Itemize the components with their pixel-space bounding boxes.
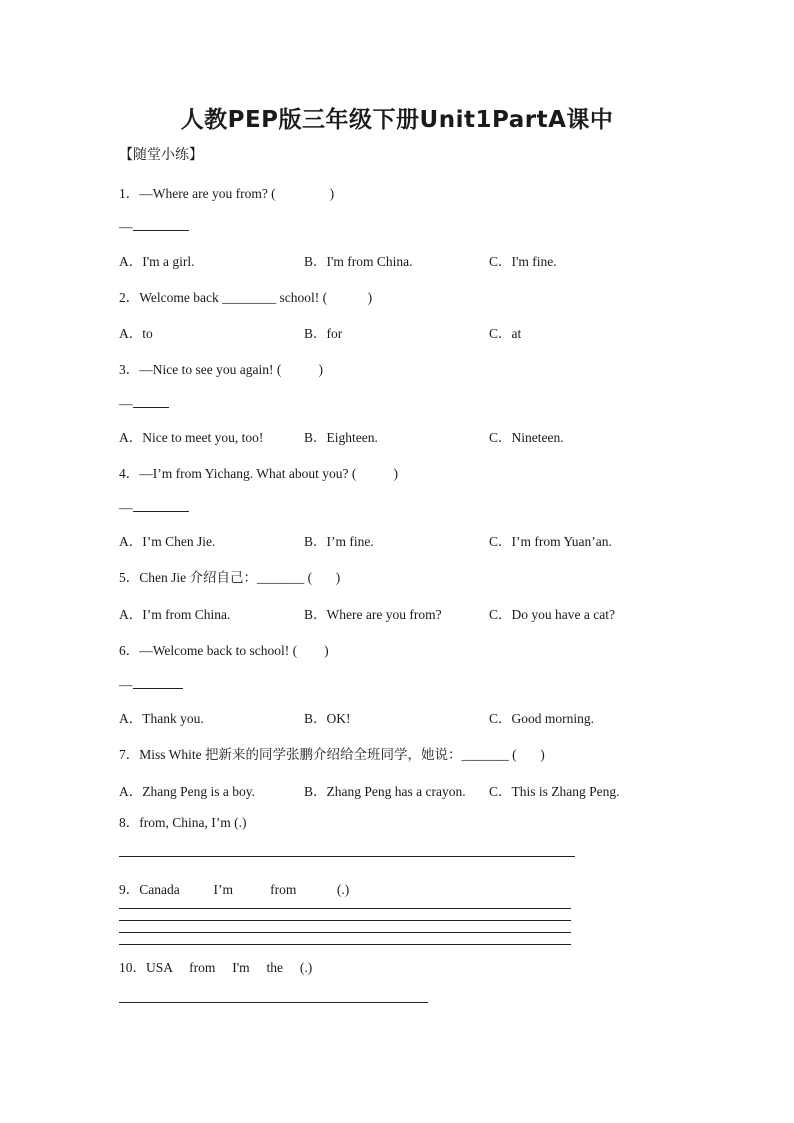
question-6-option-a[interactable]: A．Thank you. bbox=[119, 711, 204, 726]
question-2-option-c[interactable]: C．at bbox=[489, 326, 522, 341]
question-4-answer-blank[interactable] bbox=[119, 499, 189, 516]
answer-dash: — bbox=[119, 500, 133, 515]
question-3-option-a[interactable]: A．Nice to meet you, too! bbox=[119, 430, 264, 445]
question-2-option-a[interactable]: A．to bbox=[119, 326, 153, 341]
question-7-option-b[interactable]: B．Zhang Peng has a crayon. bbox=[304, 784, 466, 799]
question-2-stem: 2．Welcome back ________ school! ( ) bbox=[119, 290, 373, 305]
answer-dash: — bbox=[119, 219, 133, 234]
question-5-option-c[interactable]: C．Do you have a cat? bbox=[489, 607, 615, 622]
question-3-answer-blank[interactable] bbox=[119, 395, 169, 412]
question-8-answer-line[interactable] bbox=[119, 856, 575, 857]
question-3-option-c[interactable]: C．Nineteen. bbox=[489, 430, 564, 445]
question-7-option-a[interactable]: A．Zhang Peng is a boy. bbox=[119, 784, 255, 799]
question-4-option-b[interactable]: B．I’m fine. bbox=[304, 534, 374, 549]
question-1-option-a[interactable]: A．I'm a girl. bbox=[119, 254, 195, 269]
section-label: 【随堂小练】 bbox=[119, 147, 203, 163]
question-9-answer-line-2[interactable] bbox=[119, 920, 571, 921]
question-2-option-b[interactable]: B．for bbox=[304, 326, 343, 341]
question-9-answer-line-1[interactable] bbox=[119, 908, 571, 909]
question-5-stem: 5．Chen Jie 介绍自己：_______ ( ) bbox=[119, 570, 341, 585]
question-5-option-a[interactable]: A．I’m from China. bbox=[119, 607, 231, 622]
question-3-stem: 3．—Nice to see you again! ( ) bbox=[119, 362, 323, 377]
question-1-option-c[interactable]: C．I'm fine. bbox=[489, 254, 557, 269]
question-10-answer-line[interactable] bbox=[119, 1002, 428, 1003]
question-9-stem: 9．Canada I’m from (.) bbox=[119, 882, 350, 897]
question-8-stem: 8．from, China, I’m (.) bbox=[119, 815, 247, 830]
question-9-answer-line-3[interactable] bbox=[119, 932, 571, 933]
question-10-stem: 10．USA from I'm the (.) bbox=[119, 960, 313, 975]
answer-blank-line bbox=[133, 676, 183, 689]
page-title: 人教PEP版三年级下册Unit1PartA课中 bbox=[180, 107, 614, 133]
answer-dash: — bbox=[119, 396, 133, 411]
answer-dash: — bbox=[119, 677, 133, 692]
question-9-answer-line-4[interactable] bbox=[119, 944, 571, 945]
question-1-option-b[interactable]: B．I'm from China. bbox=[304, 254, 413, 269]
question-7-stem: 7．Miss White 把新来的同学张鹏介绍给全班同学，她说：_______ ( ) bbox=[119, 747, 545, 762]
answer-blank-line bbox=[133, 499, 189, 512]
question-5-option-b[interactable]: B．Where are you from? bbox=[304, 607, 442, 622]
question-7-option-c[interactable]: C．This is Zhang Peng. bbox=[489, 784, 620, 799]
question-6-option-b[interactable]: B．OK! bbox=[304, 711, 351, 726]
question-6-option-c[interactable]: C．Good morning. bbox=[489, 711, 595, 726]
question-4-stem: 4．—I’m from Yichang. What about you? ( ) bbox=[119, 466, 398, 481]
question-4-option-a[interactable]: A．I’m Chen Jie. bbox=[119, 534, 216, 549]
question-6-stem: 6．—Welcome back to school! ( ) bbox=[119, 643, 329, 658]
question-6-answer-blank[interactable] bbox=[119, 676, 183, 693]
answer-blank-line bbox=[133, 218, 189, 231]
question-3-option-b[interactable]: B．Eighteen. bbox=[304, 430, 378, 445]
question-4-option-c[interactable]: C．I’m from Yuan’an. bbox=[489, 534, 612, 549]
answer-blank-line bbox=[133, 395, 169, 408]
question-1-answer-blank[interactable] bbox=[119, 218, 189, 235]
question-1-stem: 1．—Where are you from? ( ) bbox=[119, 186, 335, 201]
